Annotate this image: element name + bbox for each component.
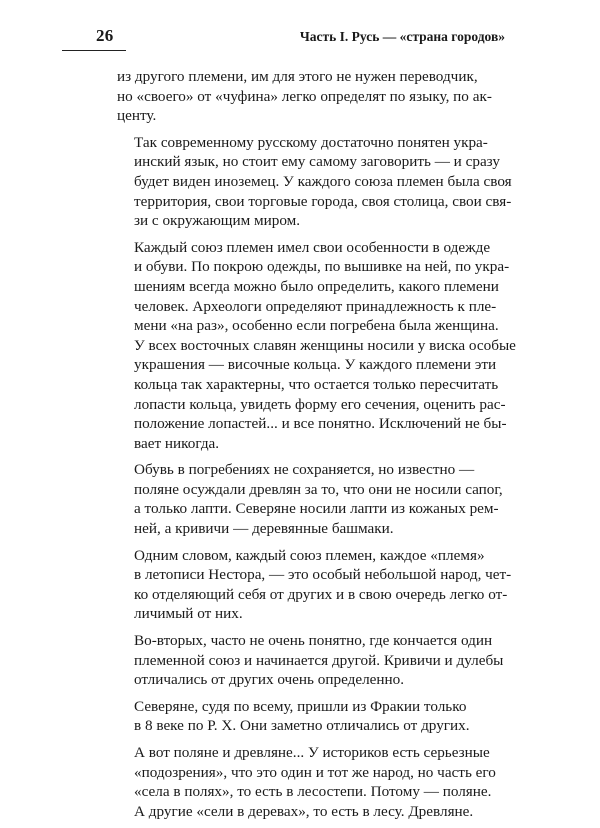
text-line: Обувь в погребениях не сохраняется, но известно — — [134, 461, 475, 479]
paragraph — [117, 743, 509, 821]
text-line: и обуви. По покрою одежды, по вышивке на ней, по укра- — [134, 258, 510, 276]
text-line: «села в полях», то есть в лесостепи. Потому — поляне. — [134, 783, 492, 801]
header-rule — [62, 50, 126, 51]
text-line: «подозрения», что это один и тот же народ, но часть его — [134, 763, 496, 781]
text-line: племенной союз и начинается другой. Кривичи и дулебы — [134, 651, 504, 669]
text-line: мени «на раз», особенно если погребена была женщина. — [134, 317, 499, 335]
text-line: а только лапти. Северяне носили лапти из кожаных рем- — [134, 500, 499, 518]
text-line: инский язык, но стоит ему самому заговорить — и сразу — [134, 153, 500, 171]
text-line: из другого племени, им для этого не нужен переводчик, — [117, 68, 478, 85]
text-line: личимый от них. — [134, 605, 243, 623]
text-line: А вот поляне и древляне... У историков есть серьезные — [134, 744, 490, 761]
running-title: Часть I. Русь — «страна городов» — [299, 29, 505, 44]
text-line: положение лопастей... и все понятно. Исключений не бы- — [134, 415, 507, 433]
text-line: но «своего» от «чуфина» легко определят по языку, по ак- — [117, 87, 492, 105]
paragraph — [117, 631, 509, 690]
text-line: центу. — [117, 107, 157, 125]
text-line: ней, а кривичи — деревянные башмаки. — [134, 520, 394, 538]
text-line: У всех восточных славян женщины носили у виска особые — [134, 336, 516, 354]
text-line: Одним словом, каждый союз племен, каждое «племя» — [134, 546, 485, 564]
text-line: ко отделяющий себя от других и в свою очередь легко от- — [134, 585, 508, 603]
text-line: вает никогда. — [134, 434, 220, 452]
text-line: человек. Археологи определяют принадлежность к пле- — [134, 297, 497, 315]
text-line: Каждый союз племен имел свои особенности в одежде — [134, 238, 491, 256]
paragraph — [117, 460, 509, 538]
paragraph — [117, 133, 512, 231]
text-line: украшения — височные кольца. У каждого племени эти — [134, 356, 497, 374]
text-line: Во-вторых, часто не очень понятно, где кончается один — [134, 632, 493, 650]
text-line: будет виден иноземец. У каждого союза племен была своя — [134, 172, 512, 190]
text-line: территория, свои торговые города, своя столица, свои свя- — [134, 192, 512, 210]
text-line: отличались от других очень определенно. — [134, 671, 405, 689]
body-text — [117, 67, 516, 828]
text-line: Так современному русскому достаточно понятен укра- — [134, 133, 488, 151]
paragraph — [117, 67, 509, 126]
text-line: в летописи Нестора, — это особый небольшой народ, чет- — [134, 566, 512, 584]
paragraph — [117, 697, 509, 736]
paragraph — [117, 546, 512, 624]
text-line: в 8 веке по Р. Х. Они заметно отличались от других. — [134, 717, 470, 735]
text-line: Северяне, судя по всему, пришли из Фракии только — [134, 697, 467, 715]
text-line: лопасти кольца, увидеть форму его сечения, оценить рас- — [134, 395, 506, 413]
page-number: 26 — [96, 26, 114, 45]
text-line: кольца так характерны, что остается только пересчитать — [134, 375, 499, 393]
paragraph — [117, 238, 516, 454]
text-line: зи с окружающим миром. — [134, 212, 301, 230]
text-line: шениям всегда можно было определить, какого племени — [134, 277, 499, 295]
text-line: поляне осуждали древлян за то, что они не носили сапог, — [134, 480, 503, 498]
text-line: А другие «сели в деревах», то есть в лесу. Древляне. — [134, 802, 474, 820]
